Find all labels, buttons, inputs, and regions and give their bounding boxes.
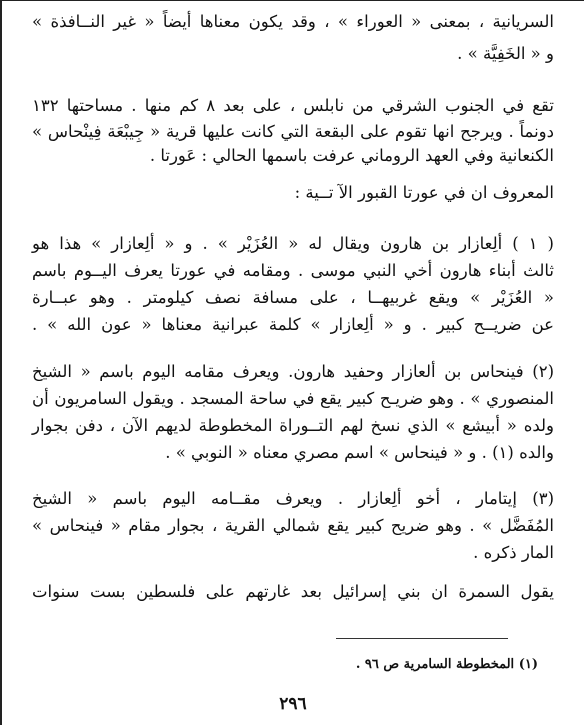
text-line: و « الخَفِيَّة » . <box>457 44 554 63</box>
text-line: يقول السمرة ان بني إسرائيل بعد غارتهم على فلسطين بست سنوات <box>32 582 554 601</box>
text-line: ثالث أبناء هارون أخي النبي موسى . ومقامه في عورتا يعرف اليــوم باسم <box>32 261 554 280</box>
page-number: ٢٩٦ <box>279 694 307 714</box>
text-line: دونماً . ويرجح انها تقوم على البقعة التي كانت عليها قرية « جِيبْعَة فِينْحاس » <box>32 122 554 141</box>
footnote: (١) المخطوطة السامرية ص ٩٦ . <box>355 657 538 672</box>
text-line: تقع في الجنوب الشرقي من نابلس ، على بعد ٨ كم منها . مساحتها ١٣٢ <box>32 96 554 115</box>
text-line: المار ذكره . <box>473 543 554 562</box>
text-line: عن ضريــح كبير . و « ألِعازار » كلمة عبرانية معناها « عون الله » . <box>32 315 554 334</box>
text-line: الكنعانية وفي العهد الروماني عرفت باسمها الحالي : عَورتا . <box>149 146 554 165</box>
section-intro: المعروف ان في عورتا القبور الآ تــية : <box>294 183 554 202</box>
text-line: السريانية ، بمعنى « العوراء » ، وقد يكون معناها أيضاً « غير النــافذة » <box>32 12 554 31</box>
text-line: ( ١ ) ألِعازار بن هارون ويقال له « العُزَيْر » . و « ألِعازار » هذا هو <box>32 234 554 253</box>
footnote-divider <box>336 638 508 639</box>
text-line: المنصوري » . وهو ضريـح كبير يقع في ساحة المسجد . ويقول السامريون أن <box>32 389 554 408</box>
text-line: (٣) إيتامار ، أخو ألِعازار . ويعرف مقــامه اليوم باسم « الشيخ <box>32 489 554 508</box>
text-line: « العُزَيْر » ويقع غربيهــا ، على مسافة نصف كيلومتر . وهو عبــارة <box>32 288 554 307</box>
text-line: المُفَضَّل » . وهو ضريح كبير يقع شمالي القرية ، بجوار مقام « فينحاس » <box>32 516 554 535</box>
text-line: والده (١) . و « فينحاس » اسم مصري معناه « النوبي » . <box>165 443 554 462</box>
text-line: (٢) فينحاس بن ألعازار وحفيد هارون. ويعرف مقامه اليوم باسم « الشيخ <box>32 362 554 381</box>
text-line: ولده « أبيشع » الذي نسخ لهم التــوراة المخطوطة لديهم الآن ، دفن بجوار <box>32 416 554 435</box>
